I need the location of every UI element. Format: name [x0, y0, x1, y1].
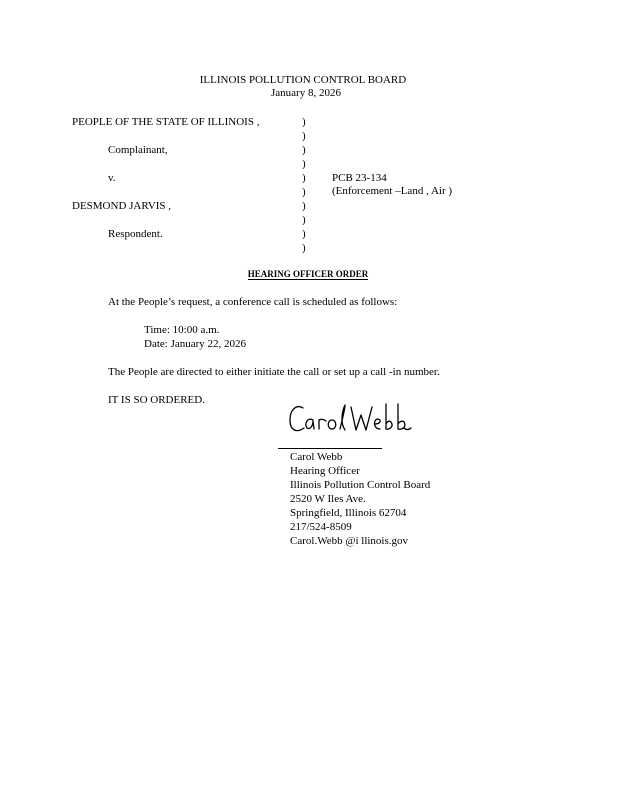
- versus-label: v.: [108, 172, 116, 184]
- signature-line: [278, 448, 382, 449]
- signer-street: 2520 W Iles Ave.: [290, 493, 366, 505]
- handwritten-signature: [287, 401, 415, 442]
- call-date: Date: January 22, 2026: [144, 338, 247, 350]
- order-directive: The People are directed to either initiate the call or set up a call -in number.: [108, 366, 440, 378]
- order-closing: IT IS SO ORDERED.: [108, 394, 205, 406]
- paren: ): [302, 242, 306, 254]
- paren: ): [302, 130, 306, 142]
- call-time: Time: 10:00 a.m.: [144, 324, 220, 336]
- signer-city: Springfield, Illinois 62704: [290, 507, 407, 519]
- case-number: PCB 23-134: [332, 172, 387, 184]
- paren: ): [302, 172, 306, 184]
- case-type: (Enforcement –Land , Air ): [332, 185, 453, 197]
- order-date: January 8, 2026: [271, 87, 341, 99]
- order-heading: HEARING OFFICER ORDER: [247, 269, 369, 279]
- paren: ): [302, 200, 306, 212]
- plaintiff-name: PEOPLE OF THE STATE OF ILLINOIS ,: [72, 116, 260, 128]
- paren: ): [302, 158, 306, 170]
- signer-organization: Illinois Pollution Control Board: [290, 479, 431, 491]
- paren: ): [302, 144, 306, 156]
- order-intro: At the People’s request, a conference call is scheduled as follows:: [108, 296, 398, 308]
- paren: ): [302, 228, 306, 240]
- paren: ): [302, 116, 306, 128]
- signer-title: Hearing Officer: [290, 465, 360, 477]
- paren: ): [302, 214, 306, 226]
- signer-email: Carol.Webb @i llinois.gov: [290, 535, 409, 547]
- plaintiff-role: Complainant,: [108, 144, 168, 156]
- caption-parens: [302, 115, 306, 255]
- defendant-role: Respondent.: [108, 228, 163, 240]
- signer-phone: 217/524-8509: [290, 521, 352, 533]
- signer-name: Carol Webb: [290, 451, 343, 463]
- board-name: ILLINOIS POLLUTION CONTROL BOARD: [199, 74, 407, 86]
- defendant-name: DESMOND JARVIS ,: [72, 200, 172, 212]
- paren: ): [302, 186, 306, 198]
